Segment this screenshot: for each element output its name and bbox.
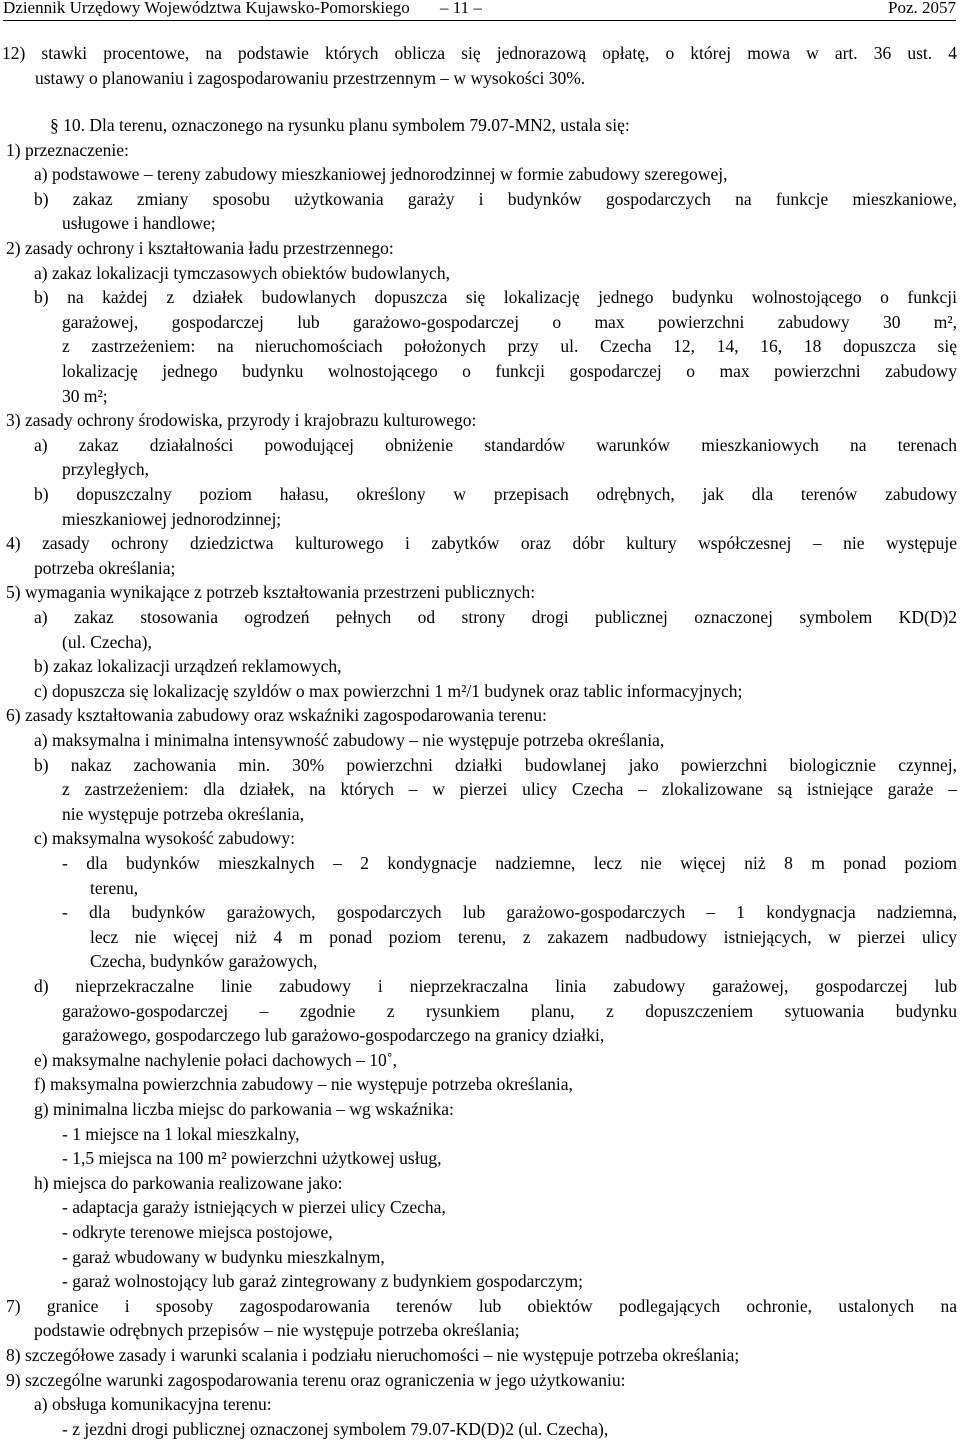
text-line: - 1,5 miejsca na 100 m² powierzchni użytkowej usług, (62, 1148, 442, 1169)
text-line: z zastrzeżeniem: na nieruchomościach położonych przy ul. Czecha 12, 14, 16, 18 dopuszcza się (62, 336, 957, 357)
text-line: - 1 miejsce na 1 lokal mieszkalny, (62, 1123, 300, 1144)
text-line: g) minimalna liczba miejsc do parkowania – wg wskaźnika: (34, 1099, 454, 1119)
text-line: 30 m²; (62, 385, 108, 406)
text-line: c) dopuszcza się lokalizację szyldów o max powierzchni 1 m²/1 budynek oraz tablic informacyjnych; (34, 680, 743, 701)
text-line: - adaptacja garaży istniejących w pierzei ulicy Czecha, (62, 1197, 446, 1218)
text-line: - z jezdni drogi publicznej oznaczonej symbolem 79.07-KD(D)2 (ul. Czecha), (62, 1418, 609, 1439)
text-line: lecz nie więcej niż 4 m ponad poziom terenu, z zakazem nadbudowy istniejących, w pierzei ulicy (90, 926, 957, 947)
text-line: a) zakaz działalności powodującej obniżenie standardów warunków mieszkaniowych na terenach (34, 434, 957, 455)
journal-title: Dziennik Urzędowy Województwa Kujawsko-Pomorskiego (3, 0, 410, 17)
text-line: potrzeba określania; (34, 557, 176, 578)
text-line: ustawy o planowaniu i zagospodarowaniu przestrzennym – w wysokości 30%. (35, 67, 586, 88)
page-number: – 11 – (440, 0, 482, 17)
text-line: a) zakaz lokalizacji tymczasowych obiektów budowlanych, (34, 262, 450, 283)
position-number: Poz. 2057 (888, 0, 956, 17)
text-line: 7) granice i sposoby zagospodarowania terenów lub obiektów podlegających ochronie, ustalonych na (6, 1295, 957, 1316)
text-line: 1) przeznaczenie: (6, 139, 129, 160)
text-line: przyległych, (62, 459, 149, 480)
text-line: - dla budynków mieszkalnych – 2 kondygnacje nadziemne, lecz nie więcej niż 8 m ponad poziom (62, 853, 957, 873)
text-line: a) obsługa komunikacyjna terenu: (34, 1394, 272, 1415)
text-line: - garaż wolnostojący lub garaż zintegrowany z budynkiem gospodarczym; (62, 1271, 583, 1292)
text-line: 3) zasady ochrony środowiska, przyrody i krajobrazu kulturowego: (6, 410, 477, 431)
section-heading: § 10. Dla terenu, oznaczonego na rysunku planu symbolem 79.07-MN2, ustala się: (50, 115, 630, 135)
text-line: 9) szczególne warunki zagospodarowania terenu oraz ograniczenia w jego użytkowaniu: (6, 1369, 626, 1390)
text-line: a) podstawowe – tereny zabudowy mieszkaniowej jednorodzinnej w formie zabudowy szeregowej, (34, 164, 728, 185)
text-line: 6) zasady kształtowania zabudowy oraz wskaźniki zagospodarowania terenu: (6, 705, 547, 726)
text-line: z zastrzeżeniem: dla działek, na których – w pierzei ulicy Czecha – zlokalizowane są istniejące garaże – (62, 779, 957, 800)
text-line: garażowej, gospodarczej lub garażowo-gospodarczej o max powierzchni zabudowy 30 m², (62, 311, 957, 332)
text-line: c) maksymalna wysokość zabudowy: (34, 828, 295, 849)
text-line: 2) zasady ochrony i kształtowania ładu przestrzennego: (6, 238, 394, 258)
text-line: - odkryte terenowe miejsca postojowe, (62, 1222, 333, 1242)
text-line: b) nakaz zachowania min. 30% powierzchni działki budowlanej jako powierzchni biologicznie czynnej, (34, 754, 957, 775)
text-line: h) miejsca do parkowania realizowane jako: (34, 1172, 343, 1193)
text-line: a) maksymalna i minimalna intensywność zabudowy – nie występuje potrzeba określania, (34, 730, 665, 750)
text-line: Czecha, budynków garażowych, (90, 951, 318, 972)
text-line: nie występuje potrzeba określania, (62, 803, 304, 824)
text-line: 12) stawki procentowe, na podstawie których oblicza się jednorazową opłatę, o której mowa w art. 36 ust. 4 (2, 43, 957, 63)
text-line: b) dopuszczalny poziom hałasu, określony w przepisach odrębnych, jak dla terenów zabudowy (34, 484, 957, 504)
text-line: 5) wymagania wynikające z potrzeb kształtowania przestrzeni publicznych: (6, 582, 536, 603)
text-line: b) zakaz zmiany sposobu użytkowania garaży i budynków gospodarczych na funkcje mieszkaniowe, (34, 188, 957, 209)
text-line: (ul. Czecha), (62, 631, 152, 652)
text-line: terenu, (90, 877, 139, 898)
page-header (3, 0, 956, 21)
text-line: - garaż wbudowany w budynku mieszkalnym, (62, 1246, 385, 1267)
text-line: e) maksymalne nachylenie połaci dachowych – 10˚, (34, 1049, 397, 1070)
text-line: b) na każdej z działek budowlanych dopuszcza się lokalizację jednego budynku wolnostojącego o funkcji (34, 287, 957, 308)
text-line: lokalizację jednego budynku wolnostojącego o funkcji gospodarczej o max powierzchni zabudowy (62, 361, 957, 381)
text-line: usługowe i handlowe; (62, 213, 216, 234)
text-line: - dla budynków garażowych, gospodarczych lub garażowo-gospodarczych – 1 kondygnacja nadziemna, (62, 902, 957, 923)
text-line: d) nieprzekraczalne linie zabudowy i nieprzekraczalna linia zabudowy garażowej, gospodarczej lub (34, 976, 957, 996)
text-line: a) zakaz stosowania ogrodzeń pełnych od strony drogi publicznej oznaczonej symbolem KD(D)2 (34, 607, 957, 627)
text-line: f) maksymalna powierzchnia zabudowy – nie występuje potrzeba określania, (34, 1074, 573, 1095)
text-line: 8) szczegółowe zasady i warunki scalania i podziału nieruchomości – nie występuje potrzeba określania; (6, 1345, 740, 1365)
text-line: garażowo-gospodarczej – zgodnie z rysunkiem planu, z dopuszczeniem sytuowania budynku (62, 1000, 957, 1021)
text-line: 4) zasady ochrony dziedzictwa kulturowego i zabytków oraz dóbr kultury współczesnej – nie występuje (6, 533, 957, 554)
text-line: garażowego, gospodarczego lub garażowo-gospodarczego na granicy działki, (62, 1025, 605, 1046)
text-line: mieszkaniowej jednorodzinnej; (62, 508, 282, 529)
text-line: podstawie odrębnych przepisów – nie występuje potrzeba określania; (34, 1320, 520, 1341)
text-line: b) zakaz lokalizacji urządzeń reklamowych, (34, 656, 342, 677)
